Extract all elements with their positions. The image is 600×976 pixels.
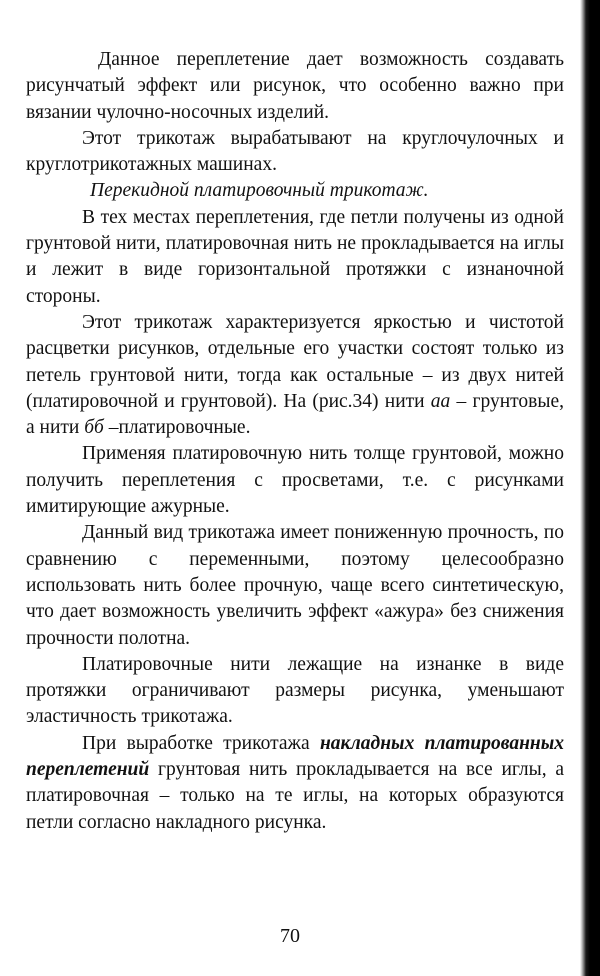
paragraph: Данный вид трикотажа имеет пониженную прочность, по сравнению с переменными, поэтому целесообразно использовать нить более прочную, чаще всего синтетическую, что дает возможность увеличить эффект «ажура» без снижения прочности полотна. bbox=[26, 522, 564, 649]
text-run: – грунтовые, а нити bbox=[26, 390, 564, 439]
emphasized-term: накладных платированных переплетений bbox=[26, 732, 565, 781]
paragraph: Платировочные нити лежащие на изнанке в виде протяжки ограничивают размеры рисунка, уменьшают эластичность трикотажа. bbox=[26, 653, 564, 728]
paragraph bbox=[26, 310, 564, 441]
thread-label-aa: аа bbox=[430, 390, 451, 412]
paragraph: В тех местах переплетения, где петли получены из одной грунтовой нити, платировочная нить не прокладывается на иглы и лежит в виде горизонтальной протяжки с изнаночной стороны. bbox=[26, 206, 564, 307]
paragraph: Этот трикотаж вырабатывают на круглочулочных и круглотрикотажных машинах. bbox=[26, 127, 564, 176]
text-run: –платировочные. bbox=[103, 417, 251, 439]
paragraph: Данное переплетение дает возможность создавать рисунчатый эффект или рисунок, что особенно важно при вязании чулочно-носочных изделий. bbox=[26, 49, 564, 123]
section-heading: Перекидной платировочный трикотаж. bbox=[90, 180, 429, 202]
page-number: 70 bbox=[280, 925, 300, 947]
page-body bbox=[26, 47, 564, 836]
text-run: грунтовая нить прокладывается на все иглы, а платировочная – только на те иглы, на которых образуются петли согласно накладного рисунка. bbox=[26, 759, 564, 833]
thread-label-bb: бб bbox=[84, 417, 104, 439]
text-run: Этот трикотаж характеризуется яркостью и чистотой расцветки рисунков, отдельные его участки состоят только из петель грунтовой нити, тогда как остальные – из двух нитей (платировочной и грунтовой). На (рис.34) нити bbox=[26, 311, 564, 412]
paragraph bbox=[26, 731, 564, 836]
paragraph: Применяя платировочную нить толще грунтовой, можно получить переплетения с просветами, т.е. с рисунками имитирующие ажурные. bbox=[26, 443, 564, 518]
text-run: При выработке трикотажа bbox=[82, 732, 320, 754]
scan-shadow-edge bbox=[580, 0, 600, 976]
